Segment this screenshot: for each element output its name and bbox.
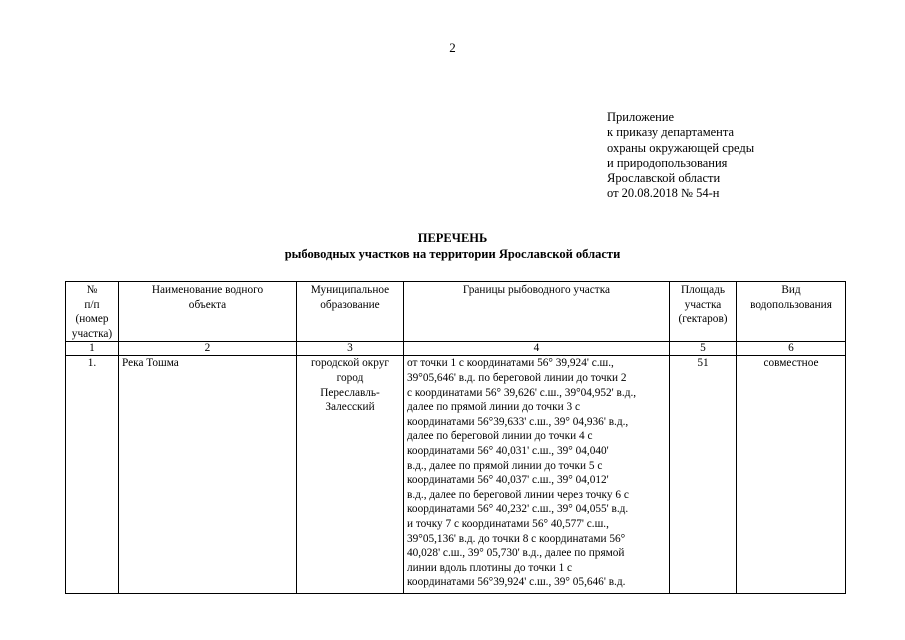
header-text: участка xyxy=(684,298,722,311)
boundary-line: в.д., далее по береговой линии через точку 6 с xyxy=(407,488,629,501)
column-number: 6 xyxy=(737,342,846,356)
fishery-sites-table xyxy=(65,281,846,594)
appendix-block xyxy=(607,110,867,202)
boundary-line: с координатами 56° 39,626' с.ш., 39°04,952' в.д., xyxy=(407,386,637,399)
header-text: образование xyxy=(320,298,380,311)
header-text: водопользования xyxy=(750,298,832,311)
column-number: 2 xyxy=(119,342,297,356)
header-cell-water-object xyxy=(119,282,297,342)
boundary-line: от точки 1 с координатами 56° 39,924' с.ш., xyxy=(407,357,614,370)
column-number-row xyxy=(66,342,846,356)
column-number: 3 xyxy=(297,342,404,356)
page-number: 2 xyxy=(449,40,456,55)
boundary-line: далее по береговой линии до точки 4 с xyxy=(407,430,593,443)
header-text: Вид xyxy=(781,284,801,296)
header-cell-number xyxy=(66,282,119,342)
appendix-line: от 20.08.2018 № 54-н xyxy=(607,186,720,201)
header-text: Границы рыбоводного участка xyxy=(462,284,611,296)
appendix-line: Ярославской области xyxy=(607,171,721,186)
title-line-1: ПЕРЕЧЕНЬ xyxy=(417,231,488,245)
appendix-line: Приложение xyxy=(607,110,675,124)
municipality-line: городской округ xyxy=(310,357,390,370)
header-text: Наименование водного xyxy=(151,284,264,296)
municipality-line: город xyxy=(336,371,364,384)
boundary-line: в.д., далее по прямой линии до точки 5 с xyxy=(407,459,603,472)
water-object-cell: Река Тошма xyxy=(119,356,297,594)
title-line-2: рыбоводных участков на территории Ярославской области xyxy=(284,246,621,261)
boundary-line: далее по прямой линии до точки 3 с xyxy=(407,401,580,414)
table-header-row xyxy=(66,282,846,342)
header-text: (номер xyxy=(75,313,109,326)
boundary-line: координатами 56°39,633' с.ш., 39° 04,936' в.д., xyxy=(407,415,629,428)
boundary-line: линии вдоль плотины до точки 1 с xyxy=(407,561,573,574)
appendix-line: и природопользования xyxy=(607,155,728,170)
boundary-line: 40,028' с.ш., 39° 05,730' в.д., далее по прямой xyxy=(407,547,625,560)
boundaries-cell xyxy=(404,356,670,594)
municipality-cell xyxy=(297,356,404,594)
municipality-line: Переславль- xyxy=(320,386,380,399)
boundary-line: координатами 56° 40,232' с.ш., 39° 04,055' в.д. xyxy=(407,503,629,516)
header-cell-area xyxy=(670,282,737,342)
column-number: 1 xyxy=(66,342,119,356)
header-text: п/п xyxy=(84,298,100,311)
header-text: (гектаров) xyxy=(678,313,728,326)
municipality-line: Залесский xyxy=(325,401,375,414)
header-cell-boundaries xyxy=(404,282,670,342)
header-text: объекта xyxy=(188,298,227,311)
header-text: участка) xyxy=(71,327,113,340)
header-cell-usage xyxy=(737,282,846,342)
usage-cell: совместное xyxy=(737,356,846,594)
header-text: Муниципальное xyxy=(310,284,390,296)
column-number: 5 xyxy=(670,342,737,356)
area-cell: 51 xyxy=(670,356,737,594)
document-title xyxy=(0,231,905,262)
header-text: № xyxy=(86,284,98,296)
header-cell-municipality xyxy=(297,282,404,342)
boundary-line: координатами 56° 40,037' с.ш., 39° 04,012' xyxy=(407,474,609,487)
header-text: Площадь xyxy=(680,284,726,296)
appendix-line: к приказу департамента xyxy=(607,125,735,140)
boundary-line: 39°05,646' в.д. по береговой линии до точки 2 xyxy=(407,371,627,384)
boundary-line: и точку 7 с координатами 56° 40,577' с.ш., xyxy=(407,517,609,530)
column-number: 4 xyxy=(404,342,670,356)
appendix-line: охраны окружающей среды xyxy=(607,140,755,155)
boundary-line: координатами 56° 40,031' с.ш., 39° 04,040' xyxy=(407,444,609,457)
row-number-cell: 1. xyxy=(66,356,119,594)
table-row xyxy=(66,356,846,594)
boundary-line: 39°05,136' в.д. до точки 8 с координатами 56° xyxy=(407,532,626,545)
boundary-line: координатами 56°39,924' с.ш., 39° 05,646' в.д. xyxy=(407,576,626,589)
